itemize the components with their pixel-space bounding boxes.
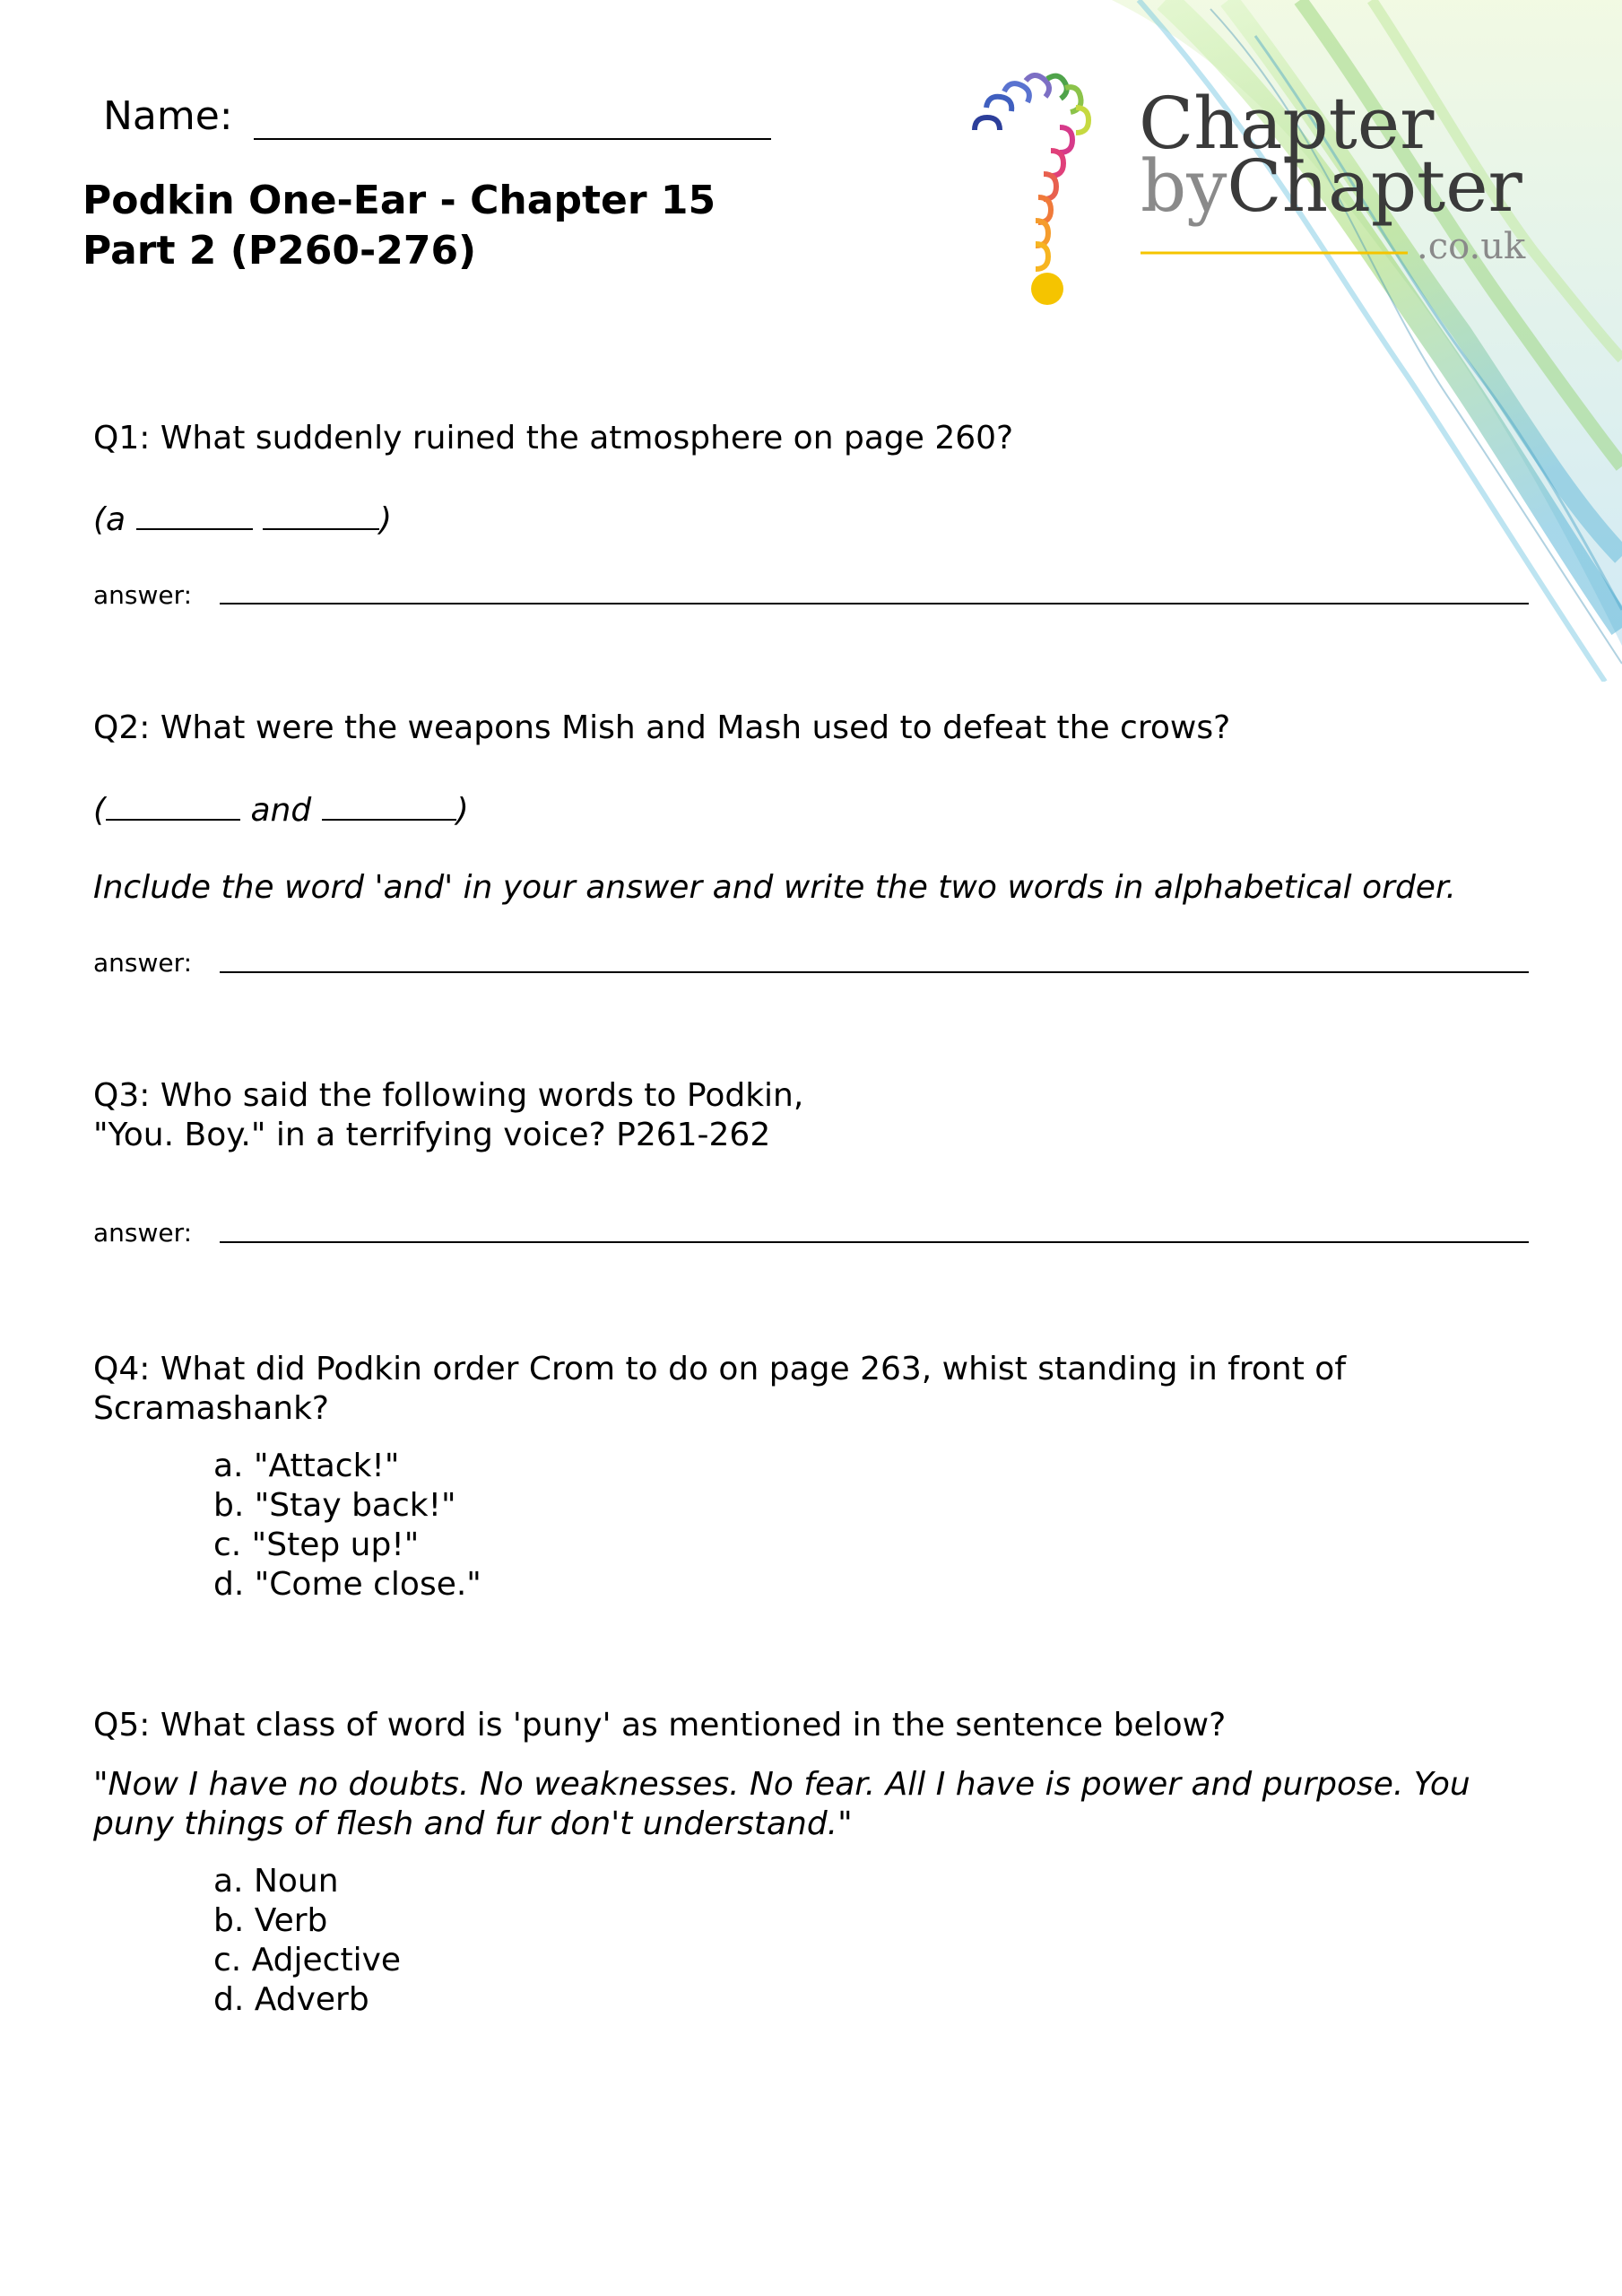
q1-text: Q1: What suddenly ruined the atmosphere on page 260? xyxy=(93,420,1014,457)
name-input-line[interactable] xyxy=(254,138,771,140)
q2-hint-open: ( xyxy=(93,792,107,829)
q1-hint-close: ) xyxy=(379,501,393,538)
q4-text-line-1: Q4: What did Podkin order Crom to do on page 263, whist standing in front of xyxy=(93,1351,1347,1387)
chapter-by-chapter-logo xyxy=(950,45,1578,314)
q5-options xyxy=(213,1862,401,2020)
q5-option-b[interactable]: b. Verb xyxy=(213,1902,328,1939)
q2-blank-1 xyxy=(106,792,240,821)
name-label: Name: xyxy=(103,93,233,139)
q1-answer-label: answer: xyxy=(93,580,193,610)
q4-text-line-2: Scramashank? xyxy=(93,1390,330,1427)
q4-option-d[interactable]: d. "Come close." xyxy=(213,1566,481,1603)
q1-answer-line[interactable] xyxy=(220,603,1529,604)
q4-option-b[interactable]: b. "Stay back!" xyxy=(213,1487,456,1524)
q5-option-d[interactable]: d. Adverb xyxy=(213,1981,369,2018)
q4-text xyxy=(93,1350,1346,1429)
q4-options xyxy=(213,1447,481,1605)
q5-option-c[interactable]: c. Adjective xyxy=(213,1942,402,1979)
q4-option-c[interactable]: c. "Step up!" xyxy=(213,1526,420,1563)
q2-text: Q2: What were the weapons Mish and Mash used to defeat the crows? xyxy=(93,709,1231,746)
q2-hint xyxy=(93,791,469,831)
title-line-1: Podkin One-Ear - Chapter 15 xyxy=(82,178,716,223)
q3-answer-label: answer: xyxy=(93,1218,193,1248)
books-question-mark-icon xyxy=(975,75,1089,269)
q3-text-line-1: Q3: Who said the following words to Podkin, xyxy=(93,1077,804,1114)
q2-instruction: Include the word 'and' in your answer and write the two words in alphabetical order. xyxy=(93,869,1456,906)
worksheet-title xyxy=(82,176,716,276)
q5-quote-line-2: puny things of flesh and fur don't understand." xyxy=(93,1805,853,1842)
q2-blank-2 xyxy=(322,792,456,821)
logo-dot xyxy=(1031,273,1063,305)
q3-text-line-2: "You. Boy." in a terrifying voice? P261-262 xyxy=(93,1117,771,1153)
q1-blank-2 xyxy=(263,501,379,530)
logo-text-line1: Chapter xyxy=(1139,82,1435,165)
logo-text-line2: byChapter xyxy=(1141,144,1522,228)
logo-suffix: .co.uk xyxy=(1417,226,1526,267)
q5-option-a[interactable]: a. Noun xyxy=(213,1863,339,1900)
q2-answer-label: answer: xyxy=(93,948,193,978)
q3-answer-line[interactable] xyxy=(220,1241,1529,1243)
q4-option-a[interactable]: a. "Attack!" xyxy=(213,1448,400,1484)
q2-hint-close: ) xyxy=(455,792,469,829)
q5-quote xyxy=(93,1765,1470,1844)
q5-quote-line-1: "Now I have no doubts. No weaknesses. No fear. All I have is power and purpose. You xyxy=(93,1766,1470,1803)
q1-blank-1 xyxy=(136,501,253,530)
q1-hint-open: (a xyxy=(93,501,126,538)
q5-text: Q5: What class of word is 'puny' as mentioned in the sentence below? xyxy=(93,1707,1227,1744)
q2-answer-line[interactable] xyxy=(220,971,1529,973)
q3-text xyxy=(93,1076,803,1155)
title-line-2: Part 2 (P260-276) xyxy=(82,228,477,274)
q2-hint-and: and xyxy=(250,792,312,829)
q1-hint xyxy=(93,500,392,540)
